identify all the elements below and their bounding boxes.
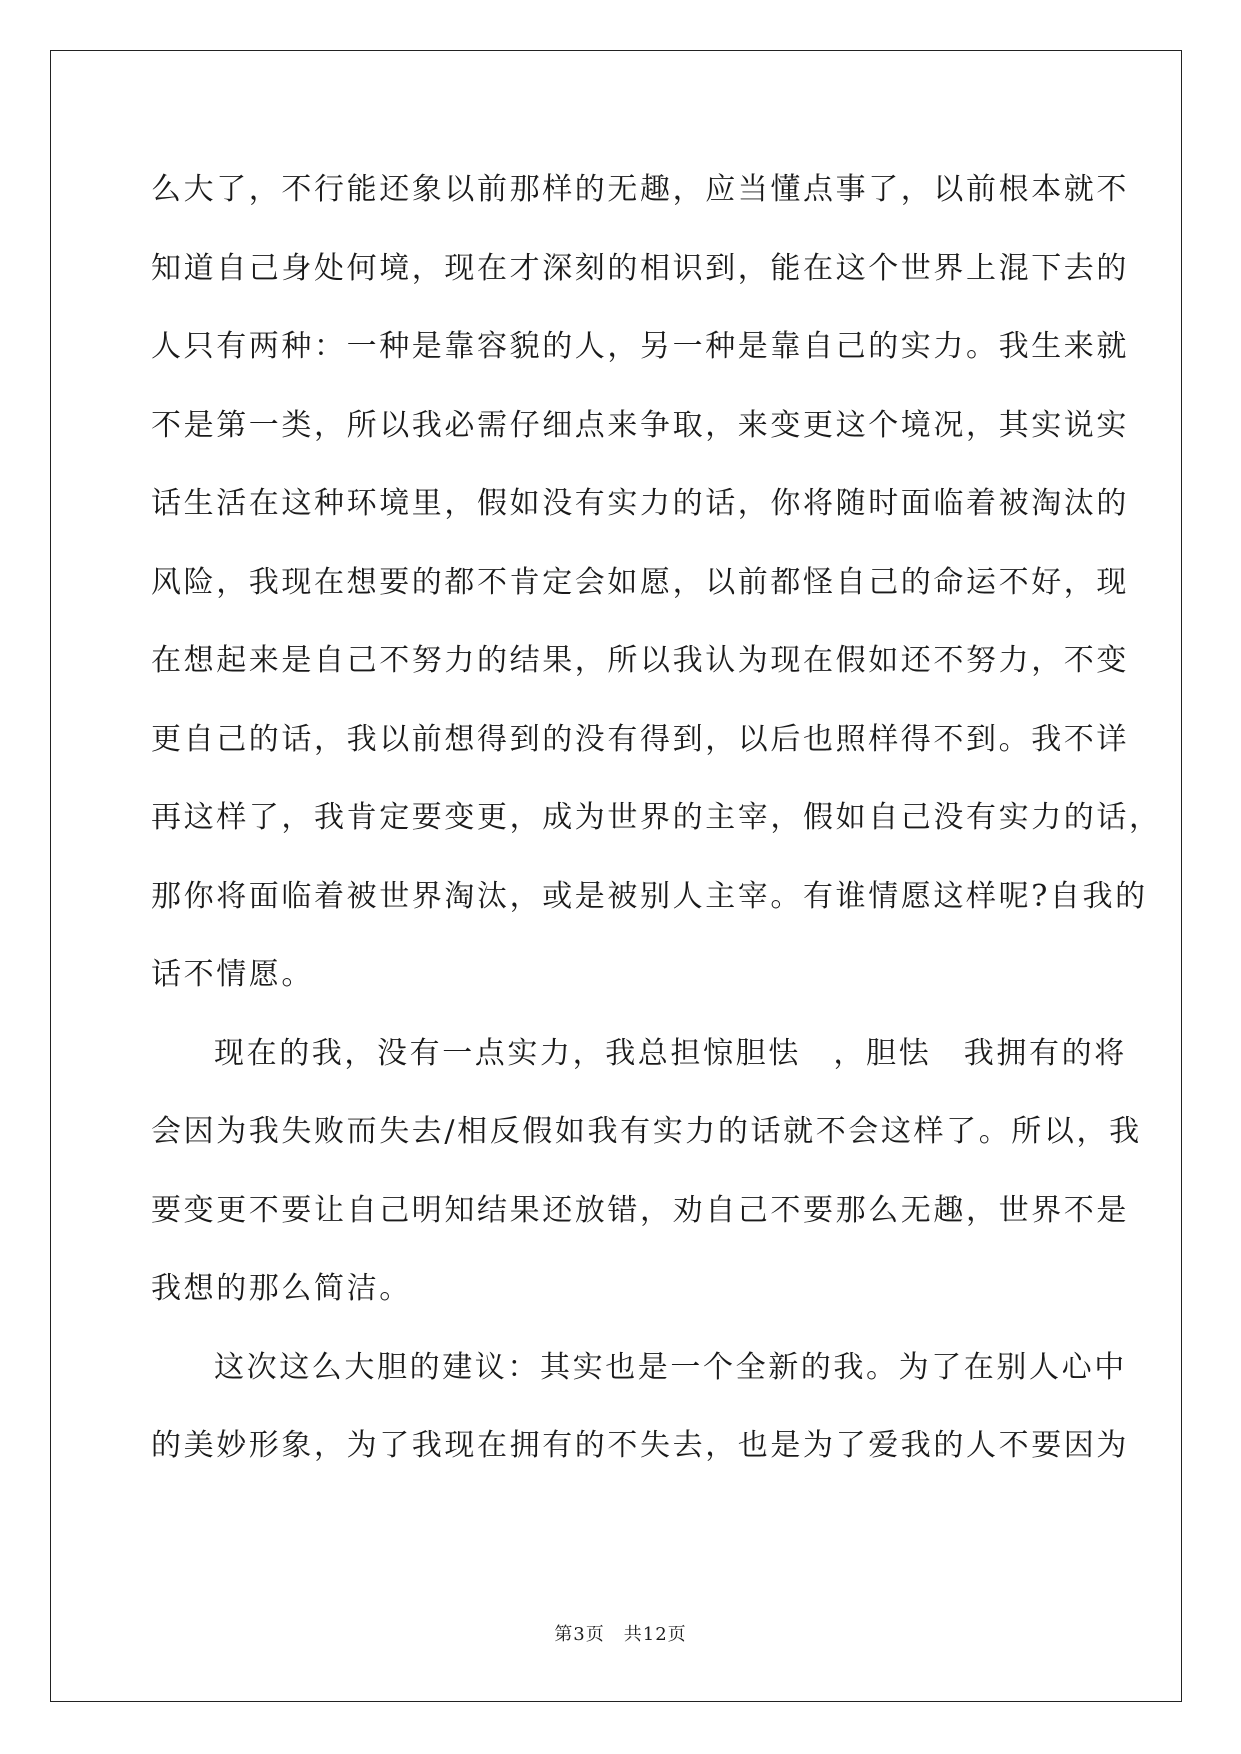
text-line: 那你将面临着被世界淘汰，或是被别人主宰。有谁情愿这样呢?自我的	[151, 878, 1148, 914]
paragraph-start-line: 现在的我，没有一点实力，我总担惊胆怯 ，胆怯 我拥有的将	[214, 1035, 1127, 1071]
text-line: 话不情愿。	[151, 957, 314, 992]
text-line: 话生活在这种环境里，假如没有实力的话，你将随时面临着被淘汰的	[151, 486, 1129, 521]
text-line: 我想的那么简洁。	[151, 1271, 412, 1306]
text-line: 不是第一类，所以我必需仔细点来争取，来变更这个境况，其实说实	[151, 407, 1129, 443]
text-line: 会因为我失败而失去/相反假如我有实力的话就不会这样了。所以，我	[151, 1114, 1142, 1149]
text-line: 风险，我现在想要的都不肯定会如愿，以前都怪自己的命运不好，现	[151, 564, 1129, 600]
text-line: 在想起来是自己不努力的结果，所以我认为现在假如还不努力，不变	[151, 643, 1129, 678]
document-body	[151, 160, 1162, 1495]
text-line: 更自己的话，我以前想得到的没有得到，以后也照样得不到。我不详	[151, 721, 1129, 757]
text-line: 的美妙形象，为了我现在拥有的不失去，也是为了爱我的人不要因为	[151, 1428, 1129, 1463]
page-number-footer: 第3页 共12页	[554, 1624, 687, 1645]
text-line: 么大了，不行能还象以前那样的无趣，应当懂点事了，以前根本就不	[151, 172, 1129, 207]
paragraph-start-line: 这次这么大胆的建议：其实也是一个全新的我。为了在别人心中	[214, 1349, 1127, 1385]
text-line: 人只有两种：一种是靠容貌的人，另一种是靠自己的实力。我生来就	[151, 329, 1129, 364]
text-line: 要变更不要让自己明知结果还放错，劝自己不要那么无趣，世界不是	[151, 1192, 1129, 1228]
text-line: 知道自己身处何境，现在才深刻的相识到，能在这个世界上混下去的	[151, 250, 1129, 286]
text-line: 再这样了，我肯定要变更，成为世界的主宰，假如自己没有实力的话，	[151, 800, 1162, 835]
